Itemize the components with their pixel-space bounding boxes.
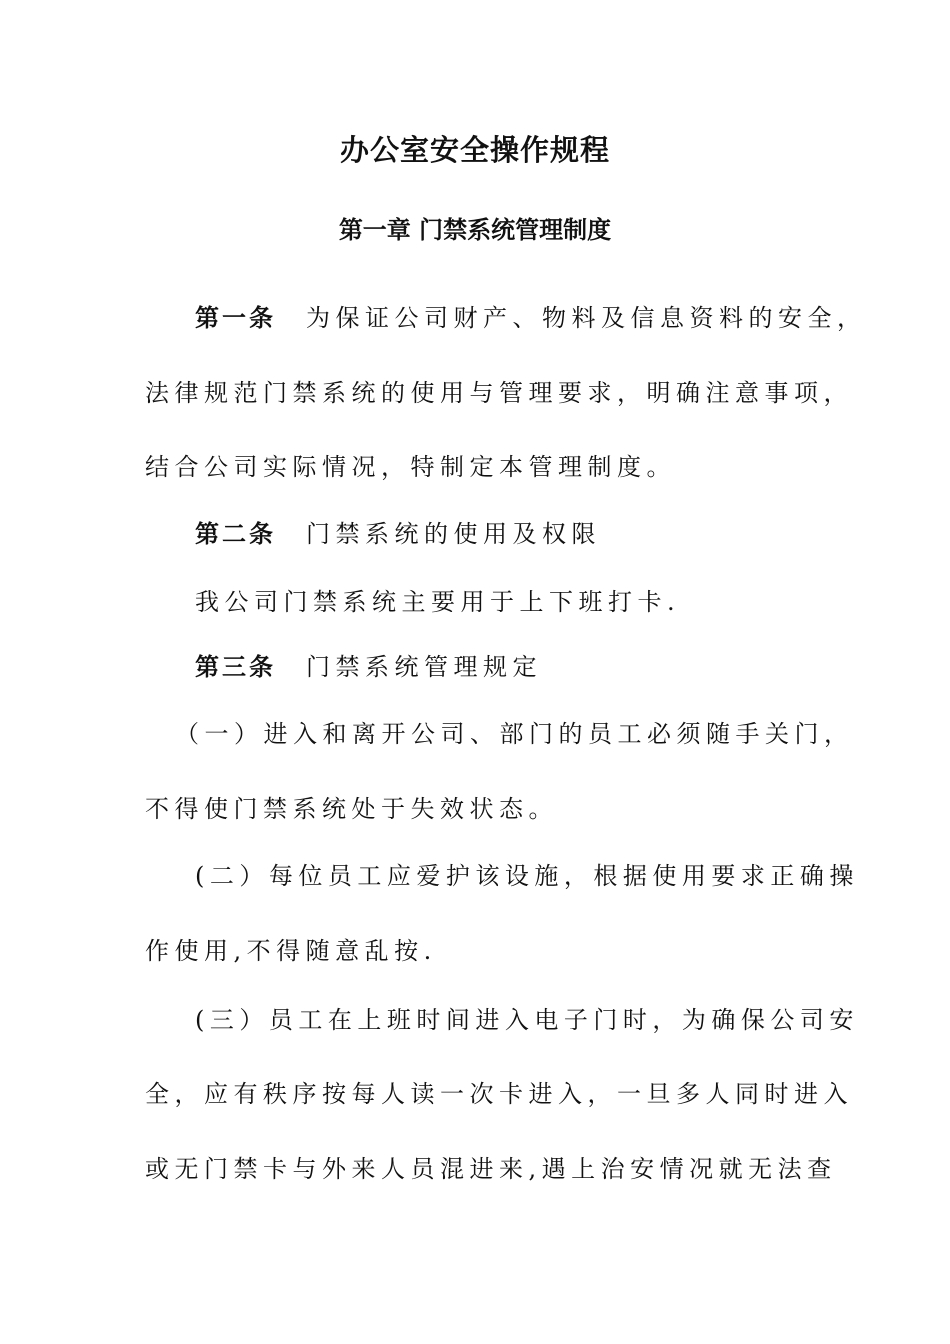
article-2-text-line-2: 我公司门禁系统主要用于上下班打卡. bbox=[195, 588, 681, 616]
chapter-title: 第一章 门禁系统管理制度 bbox=[338, 216, 612, 244]
item-1-line-1: （一）进入和离开公司、部门的员工必须随手关门， bbox=[175, 720, 854, 748]
article-2-label: 第二条 bbox=[195, 520, 276, 548]
article-2-text-line-1: 门禁系统的使用及权限 bbox=[306, 520, 601, 548]
article-1-label: 第一条 bbox=[195, 304, 276, 332]
document-title: 办公室安全操作规程 bbox=[339, 133, 610, 167]
item-3-line-1: (三）员工在上班时间进入电子门时，为确保公司安 bbox=[195, 1006, 859, 1034]
article-1-text-line-1: 为保证公司财产、物料及信息资料的安全， bbox=[306, 304, 867, 332]
item-3-line-2: 全，应有秩序按每人读一次卡进入，一旦多人同时进入 bbox=[145, 1080, 853, 1108]
article-2-first-line bbox=[195, 518, 875, 550]
item-3-line-3: 或无门禁卡与外来人员混进来,遇上治安情况就无法查 bbox=[145, 1155, 837, 1183]
article-1-text-line-3: 结合公司实际情况，特制定本管理制度。 bbox=[145, 453, 676, 481]
article-1-text-line-2: 法律规范门禁系统的使用与管理要求，明确注意事项， bbox=[145, 379, 853, 407]
article-1-first-line bbox=[195, 302, 875, 334]
item-1-line-2: 不得使门禁系统处于失效状态。 bbox=[145, 795, 558, 823]
item-2-line-2: 作使用,不得随意乱按. bbox=[145, 937, 437, 965]
item-2-line-1: (二）每位员工应爱护该设施，根据使用要求正确操 bbox=[195, 862, 859, 890]
article-3-label: 第三条 bbox=[195, 653, 276, 681]
article-3-text-line-1: 门禁系统管理规定 bbox=[306, 653, 542, 681]
article-3-first-line bbox=[195, 651, 875, 683]
